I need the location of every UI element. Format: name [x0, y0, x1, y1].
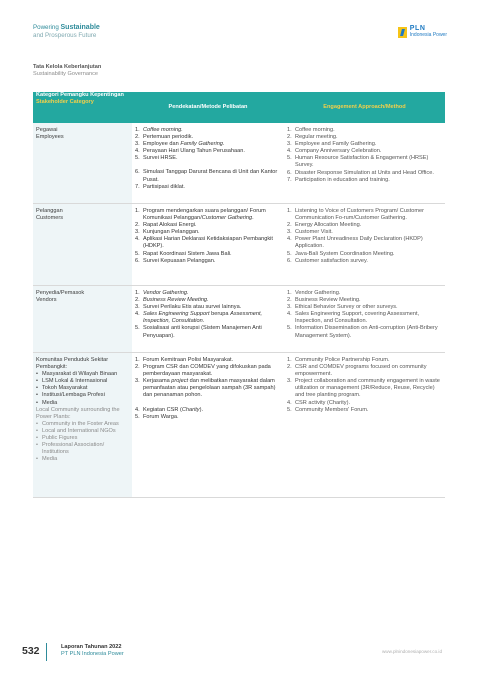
list-item: • Institusi/Lembaga Profesi — [36, 392, 105, 399]
pln-lightning-icon — [398, 27, 407, 38]
header-approach-en — [284, 92, 445, 123]
table-row — [33, 123, 445, 204]
approach-id-cell — [132, 123, 284, 203]
list-item: 3. Kunjungan Pelanggan. — [135, 229, 200, 236]
list-item: 1. Forum Kemitraan Polisi Masyarakat. — [135, 357, 234, 363]
table-header — [33, 92, 445, 123]
tagline-powering: Powering — [33, 24, 61, 31]
table-row — [33, 353, 445, 498]
list-item: 2. Regular meeting. — [287, 134, 338, 141]
list-item: • Professional Association/ Institutions — [36, 442, 105, 456]
category-id: Komunitas Penduduk Sekitar Pembangkit: — [36, 357, 109, 371]
list-item: 2. Energy Allocation Meeting. — [287, 222, 362, 229]
list-item: 5. Rapat Koordinasi Sistem Jawa Bali. — [135, 250, 232, 257]
list-item: 2. Pertemuan periodik. — [135, 134, 194, 141]
category-id: Pegawai — [36, 127, 58, 133]
company-name: PT PLN Indonesia Power — [61, 651, 124, 657]
list-item: • Local and International NGOs — [36, 427, 116, 434]
list-item: 5. Java-Bali System Coordination Meeting. — [287, 250, 395, 257]
approach-en-cell — [284, 286, 445, 352]
category-cell — [33, 204, 132, 285]
tagline-sub: and Prosperous Future — [33, 31, 97, 39]
list-item: 4. Company Anniversary Celebration. — [287, 148, 382, 155]
header-col1-en: Stakeholder Category — [36, 98, 94, 105]
category-cell — [33, 353, 132, 497]
section-title-en: Sustainability Governance — [33, 70, 98, 77]
header-approach-id: Pendekatan/Metode Pelibatan — [168, 104, 248, 111]
header-col1-id: Kategori Pemangku Kepentingan — [36, 92, 124, 98]
header-stakeholder-category — [33, 92, 132, 123]
list-item: 5. Sosialisasi anti korupsi (Sistem Manajemen Anti Penyuapan). — [135, 325, 262, 339]
list-item: 4. Sales Engineering Support berupa Assessment, Inspection, Consultation. — [135, 311, 263, 325]
table-row — [33, 286, 445, 353]
tagline — [33, 24, 100, 39]
list-item: • Media — [36, 456, 58, 463]
category-en: Local Community surrounding the Power Plants: — [36, 406, 120, 420]
logo-name: PLN — [409, 24, 426, 32]
list-item: • Community in the Foster Areas — [36, 420, 119, 427]
category-cell — [33, 286, 132, 352]
list-item: 5. Human Resource Satisfaction & Engagement (HRSE) Survey. — [287, 155, 429, 169]
list-item: • Public Figures — [36, 435, 78, 442]
list-item: 1. Vendor Gathering. — [135, 290, 189, 296]
list-item: 4. Sales Engineering Support, covering Assessment, Inspection, and Consultation. — [287, 311, 420, 325]
footer-divider — [46, 643, 47, 661]
list-item: • LSM Lokal & Internasional — [36, 378, 108, 385]
list-item: 6. Survei Kepuasan Pelanggan. — [135, 257, 216, 264]
list-item: 3. Survei Perilaku Etis atau survei lainnya. — [135, 304, 242, 311]
list-item: 2. Rapat Alokasi Energi. — [135, 222, 197, 229]
approach-en-cell — [284, 353, 445, 497]
list-item: 5. Survei HRSE. — [135, 155, 178, 162]
list-item: 1. Vendor Gathering. — [287, 290, 341, 296]
list-item: 2. Business Review Meeting. — [287, 297, 361, 304]
approach-id-cell — [132, 286, 284, 352]
list-item: • Masyarakat di Wilayah Binaan — [36, 371, 118, 378]
list-item: 1. Coffee morning. — [135, 127, 183, 133]
page-header — [33, 24, 447, 44]
list-item: • Tokoh Masyarakat — [36, 385, 88, 392]
section-title-id: Tata Kelola Keberlanjutan — [33, 64, 102, 70]
list-item: 3. Employee dan Family Gathering. — [135, 141, 225, 148]
list-item: 6. Disaster Response Simulation at Units and Head Office. — [287, 169, 434, 176]
page-number: 532 — [22, 645, 40, 657]
category-id: Penyedia/Pemasok — [36, 290, 85, 296]
list-item: 3. Ethical Behavior Survey or other surveys. — [287, 304, 398, 311]
page-footer — [22, 643, 442, 663]
logo-sub: Indonesia Power — [409, 32, 447, 38]
list-item: 6. Customer satisfaction survey. — [287, 257, 368, 264]
list-item: 4. Kegiatan CSR (Charity). — [135, 406, 204, 413]
list-item: 6. Simulasi Tanggap Darurat Bencana di Unit dan Kantor Pusat. — [135, 169, 278, 183]
category-cell — [33, 123, 132, 203]
list-item: 1. Community Police Partnership Forum. — [287, 357, 390, 363]
category-id: Pelanggan — [36, 208, 63, 214]
list-item: 5. Information Dissemination on Anti-corruption (Anti-Bribery Management System). — [287, 325, 438, 339]
footer-report — [61, 644, 124, 658]
list-item: 7. Participation in education and training. — [287, 176, 390, 183]
list-item: 3. Kerjasama project dan melibatkan masyarakat dalam pemanfaatan atau pengelolaan sampah (3R sampah) dan penanaman pohon. — [135, 378, 276, 399]
list-item: 1. Coffee morning. — [287, 127, 335, 133]
website-url: www.plnindonesiapower.co.id — [381, 649, 442, 654]
list-item: 2. CSR and COMDEV programs focused on community empowerment. — [287, 364, 427, 378]
list-item: 4. Power Plant Unreadiness Daily Declaration (HKDP) Application. — [287, 236, 423, 250]
table-row — [33, 204, 445, 286]
list-item: 5. Community Members' Forum. — [287, 406, 369, 413]
approach-id-cell — [132, 353, 284, 497]
approach-id-cell — [132, 204, 284, 285]
list-item: 4. CSR activity (Charity). — [287, 399, 351, 406]
category-en: Customers — [36, 215, 64, 222]
list-item: 3. Project collaboration and community engagement in waste utilization or management (3R/Reduce, Reuse, Recycle) and tree planting program. — [287, 378, 440, 399]
tagline-sustainable: Sustainable — [60, 24, 100, 31]
list-item: 7. Partisipasi diklat. — [135, 183, 185, 190]
report-title: Laporan Tahunan 2022 — [61, 644, 122, 650]
approach-en-cell — [284, 123, 445, 203]
section-title — [33, 64, 101, 78]
list-item: 3. Customer Visit. — [287, 229, 333, 236]
list-item: 1. Program mendengarkan suara pelanggan/ Forum Komunikasi Pelanggan/Customer Gathering. — [135, 208, 266, 222]
approach-en-cell — [284, 204, 445, 285]
list-item: 1. Listening to Voice of Customers Program/ Customer Communication Fo-rum/Customer Gathering. — [287, 208, 425, 222]
list-item: 2. Business Review Meeting. — [135, 297, 209, 304]
list-item: 4. Aplikasi Harian Deklarasi Ketidaksiapan Pembangkit (HDKP). — [135, 236, 273, 250]
list-item: 4. Perayaan Hari Ulang Tahun Perusahaan. — [135, 148, 245, 155]
list-item: 5. Forum Warga. — [135, 413, 179, 420]
stakeholder-engagement-table — [33, 92, 445, 498]
header-col3-text: Engagement Approach/Method — [323, 104, 406, 111]
list-item: 3. Employee and Family Gathering. — [287, 141, 377, 148]
list-item: 2. Program CSR dan COMDEV yang difokuskan pada pemberdayaan masyarakat. — [135, 364, 271, 378]
category-en: Employees — [36, 134, 64, 141]
pln-logo — [398, 24, 447, 40]
category-en: Vendors — [36, 297, 57, 304]
list-item: • Media — [36, 399, 58, 406]
